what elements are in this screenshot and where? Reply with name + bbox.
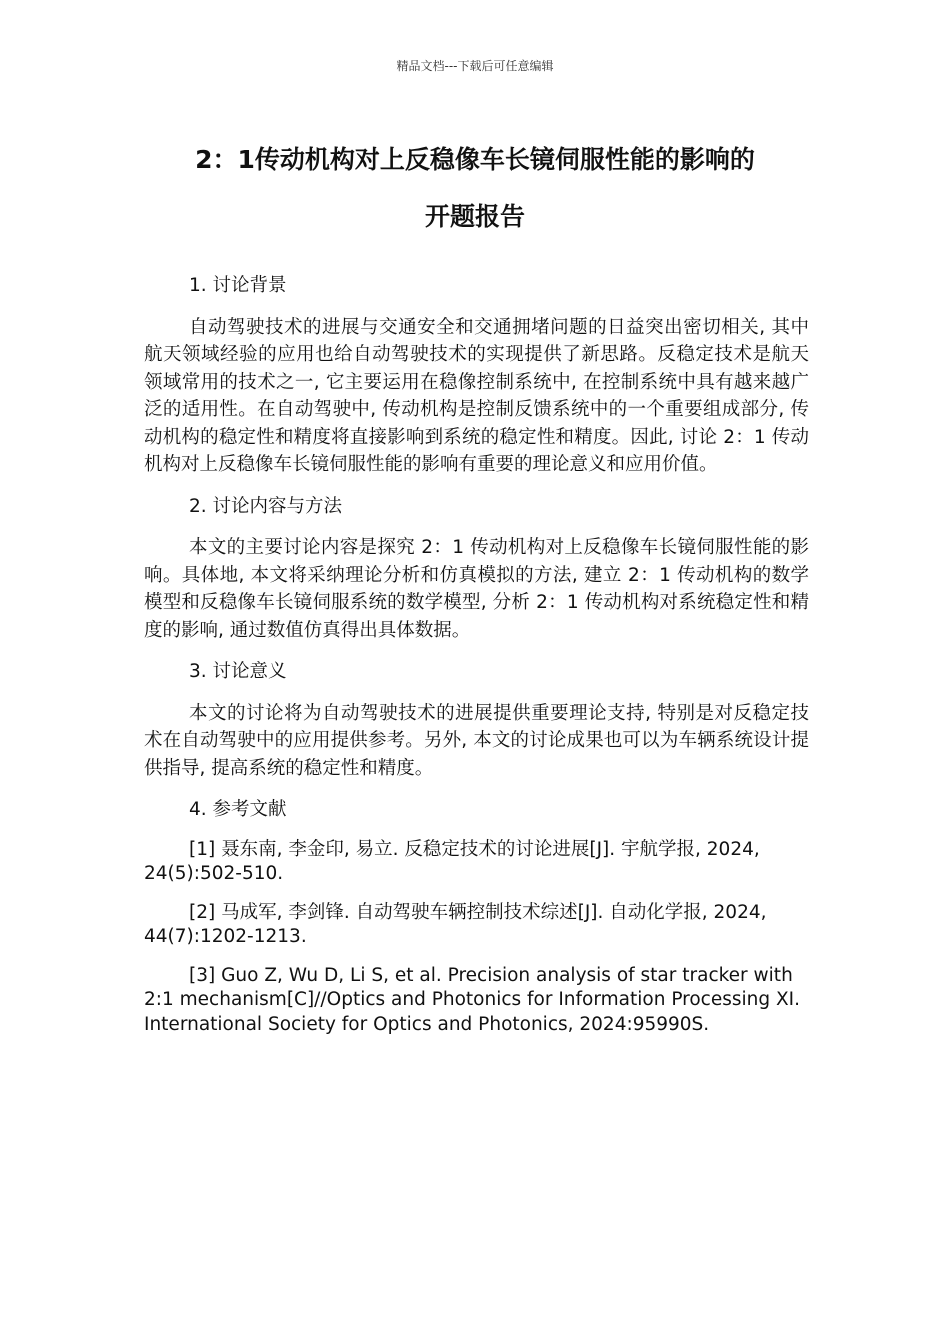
reference-list <box>144 838 809 1038</box>
section-heading-content-method: 2. 讨论内容与方法 <box>189 495 343 517</box>
reference-item: [3] Guo Z, Wu D, Li S, et al. Precision analysis of star tracker with 2:1 mechanism[C]//Optics and Photonics for Information Processing XI. International Society for Optics and Photonics, 2024:95990S. <box>144 964 801 1035</box>
section-paragraph-content-method: 本文的主要讨论内容是探究 2：1 传动机构对上反稳像车长镜伺服性能的影响。具体地, 本文将采纳理论分析和仿真模拟的方法, 建立 2：1 传动机构的数学模型和反稳像车长镜伺服系统的数学模型, 分析 2：1 传动机构对系统稳定性和精度的影响, 通过数值仿真得出具体数据。 <box>144 537 809 641</box>
section-paragraph-significance: 本文的讨论将为自动驾驶技术的进展提供重要理论支持, 特别是对反稳定技术在自动驾驶中的应用提供参考。另外, 本文的讨论成果也可以为车辆系统设计提供指导, 提高系统的稳定性和精度。 <box>144 702 809 779</box>
reference-item: [1] 聂东南, 李金印, 易立. 反稳定技术的讨论进展[J]. 宇航学报, 2024, 24(5):502-510. <box>144 838 760 884</box>
section-heading-significance: 3. 讨论意义 <box>189 661 287 682</box>
document-title-line-2: 开题报告 <box>424 202 525 231</box>
document-body <box>144 272 809 1051</box>
document-title-line-1: 2：1传动机构对上反稳像车长镜伺服性能的影响的 <box>195 145 755 174</box>
reference-item: [2] 马成军, 李剑锋. 自动驾驶车辆控制技术综述[J]. 自动化学报, 2024, 44(7):1202-1213. <box>144 901 767 947</box>
section-heading-background: 1. 讨论背景 <box>189 275 287 296</box>
section-heading-references: 4. 参考文献 <box>189 799 287 820</box>
page-header-watermark: 精品文档---下载后可任意编辑 <box>396 59 554 73</box>
section-paragraph-background: 自动驾驶技术的进展与交通安全和交通拥堵问题的日益突出密切相关, 其中航天领域经验的应用也给自动驾驶技术的实现提供了新思路。反稳定技术是航天领域常用的技术之一, 它主要运用在稳像控制系统中, 在控制系统中具有越来越广泛的适用性。在自动驾驶中, 传动机构是控制反馈系统中的一个重要组成部分, 传动机构的稳定性和精度将直接影响到系统的稳定性和精度。因此, 讨论 2：1 传动机构对上反稳像车长镜伺服性能的影响有重要的理论意义和应用价值。 <box>144 316 809 475</box>
